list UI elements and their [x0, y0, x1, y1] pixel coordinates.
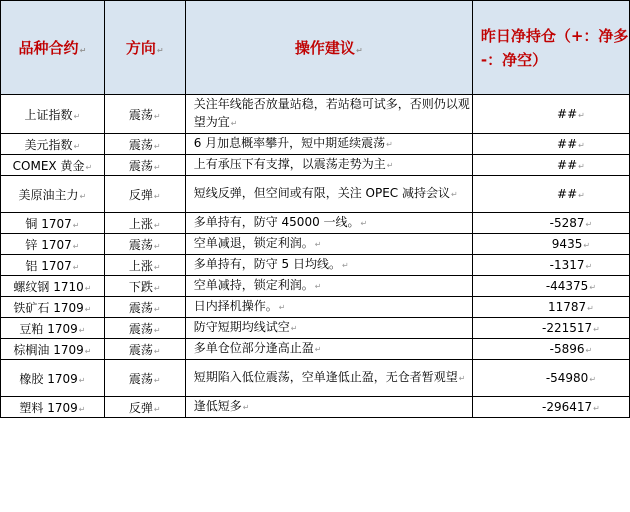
- header-advice: 操作建议↵: [185, 1, 472, 95]
- net-position-cell: 11787↵: [472, 297, 629, 318]
- header-position: 昨日净持仓（+：净多 -：净空）: [472, 1, 629, 95]
- table-header-row: [1, 1, 630, 95]
- table-row: [1, 176, 630, 213]
- net-position-cell: -5287↵: [472, 213, 629, 234]
- net-position-cell: ##↵: [472, 155, 629, 176]
- contract-name-cell: 上证指数↵: [1, 95, 105, 134]
- contract-name-cell: 棕榈油 1709↵: [1, 339, 105, 360]
- direction-cell: 上涨↵: [104, 255, 185, 276]
- contract-name-cell: 美元指数↵: [1, 134, 105, 155]
- advice-cell: 多单持有，防守 45000 一线。↵: [185, 213, 472, 234]
- table-row: [1, 234, 630, 255]
- table-row: [1, 276, 630, 297]
- advice-cell: 防守短期均线试空↵: [185, 318, 472, 339]
- net-position-cell: -1317↵: [472, 255, 629, 276]
- contract-name-cell: 豆粕 1709↵: [1, 318, 105, 339]
- advice-cell: 空单减持，锁定利润。↵: [185, 276, 472, 297]
- direction-cell: 震荡↵: [104, 318, 185, 339]
- advice-cell: 多单持有，防守 5 日均线。↵: [185, 255, 472, 276]
- advice-cell: 日内择机操作。↵: [185, 297, 472, 318]
- advice-cell: 上有承压下有支撑，以震荡走势为主↵: [185, 155, 472, 176]
- direction-cell: 震荡↵: [104, 155, 185, 176]
- header-direction: 方向↵: [104, 1, 185, 95]
- advice-cell: 空单减退，锁定利润。↵: [185, 234, 472, 255]
- table-row: [1, 360, 630, 397]
- advice-cell: 6 月加息概率攀升，短中期延续震荡↵: [185, 134, 472, 155]
- contract-name-cell: 塑料 1709↵: [1, 397, 105, 418]
- contract-name-cell: 锌 1707↵: [1, 234, 105, 255]
- table-row: [1, 255, 630, 276]
- table-row: [1, 339, 630, 360]
- net-position-cell: -44375↵: [472, 276, 629, 297]
- advice-cell: 多单仓位部分逢高止盈↵: [185, 339, 472, 360]
- direction-cell: 震荡↵: [104, 95, 185, 134]
- advice-cell: 短期陷入低位震荡，空单逢低止盈，无仓者暂观望↵: [185, 360, 472, 397]
- table-row: [1, 155, 630, 176]
- table-row: [1, 213, 630, 234]
- direction-cell: 反弹↵: [104, 176, 185, 213]
- table-row: [1, 134, 630, 155]
- advice-cell: 逢低短多↵: [185, 397, 472, 418]
- net-position-cell: ##↵: [472, 134, 629, 155]
- table-row: [1, 95, 630, 134]
- contract-name-cell: 铁矿石 1709↵: [1, 297, 105, 318]
- contract-name-cell: 美原油主力↵: [1, 176, 105, 213]
- net-position-cell: -296417↵: [472, 397, 629, 418]
- contract-name-cell: 铜 1707↵: [1, 213, 105, 234]
- net-position-cell: 9435↵: [472, 234, 629, 255]
- direction-cell: 震荡↵: [104, 360, 185, 397]
- table-row: [1, 297, 630, 318]
- direction-cell: 下跌↵: [104, 276, 185, 297]
- direction-cell: 震荡↵: [104, 134, 185, 155]
- net-position-cell: -54980↵: [472, 360, 629, 397]
- direction-cell: 上涨↵: [104, 213, 185, 234]
- advice-cell: 短线反弹，但空间或有限，关注 OPEC 减持会议↵: [185, 176, 472, 213]
- advice-cell: 关注年线能否放量站稳，若站稳可试多，否则仍以观望为宜↵: [185, 95, 472, 134]
- table-row: [1, 318, 630, 339]
- contract-name-cell: 螺纹钢 1710↵: [1, 276, 105, 297]
- net-position-cell: -221517↵: [472, 318, 629, 339]
- direction-cell: 震荡↵: [104, 234, 185, 255]
- contract-name-cell: COMEX 黄金↵: [1, 155, 105, 176]
- direction-cell: 反弹↵: [104, 397, 185, 418]
- direction-cell: 震荡↵: [104, 297, 185, 318]
- net-position-cell: -5896↵: [472, 339, 629, 360]
- net-position-cell: ##↵: [472, 95, 629, 134]
- header-name: 品种合约↵: [1, 1, 105, 95]
- contract-name-cell: 橡胶 1709↵: [1, 360, 105, 397]
- table-row: [1, 397, 630, 418]
- contract-name-cell: 铝 1707↵: [1, 255, 105, 276]
- net-position-cell: ##↵: [472, 176, 629, 213]
- direction-cell: 震荡↵: [104, 339, 185, 360]
